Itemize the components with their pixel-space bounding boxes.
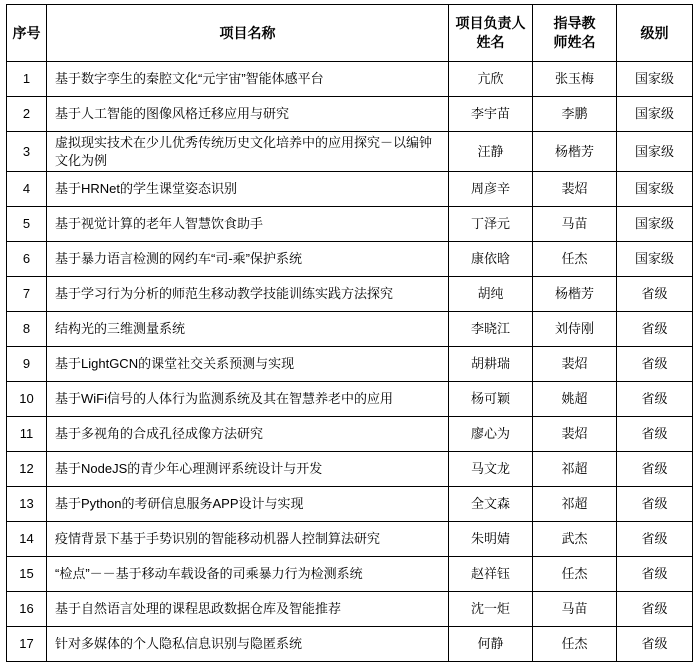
table-row bbox=[7, 132, 693, 172]
table-row bbox=[7, 557, 693, 592]
cell-project-name: 结构光的三维测量系统 bbox=[47, 312, 449, 347]
cell-project-name: 基于数字孪生的秦腔文化“元宇宙”智能体感平台 bbox=[47, 62, 449, 97]
cell-leader-name: 全文森 bbox=[449, 487, 533, 522]
cell-level: 国家级 bbox=[617, 172, 693, 207]
cell-leader-name: 廖心为 bbox=[449, 417, 533, 452]
table-row bbox=[7, 522, 693, 557]
cell-leader-name: 李晓江 bbox=[449, 312, 533, 347]
cell-level: 省级 bbox=[617, 592, 693, 627]
column-header-index: 序号 bbox=[7, 5, 47, 62]
cell-leader-name: 赵祥钰 bbox=[449, 557, 533, 592]
cell-mentor-name: 武杰 bbox=[533, 522, 617, 557]
cell-project-name: 基于HRNet的学生课堂姿态识别 bbox=[47, 172, 449, 207]
cell-mentor-name: 张玉梅 bbox=[533, 62, 617, 97]
cell-level: 省级 bbox=[617, 522, 693, 557]
cell-mentor-name: 刘侍刚 bbox=[533, 312, 617, 347]
cell-mentor-name: 任杰 bbox=[533, 242, 617, 277]
cell-leader-name: 汪静 bbox=[449, 132, 533, 172]
table-header-row bbox=[7, 5, 693, 62]
table-row bbox=[7, 62, 693, 97]
cell-mentor-name: 祁超 bbox=[533, 452, 617, 487]
cell-level: 国家级 bbox=[617, 132, 693, 172]
cell-index: 14 bbox=[7, 522, 47, 557]
cell-level: 省级 bbox=[617, 627, 693, 662]
cell-index: 17 bbox=[7, 627, 47, 662]
column-header-leader-line1: 项目负责人 bbox=[455, 15, 526, 32]
cell-level: 省级 bbox=[617, 347, 693, 382]
cell-level: 省级 bbox=[617, 452, 693, 487]
cell-project-name: 疫情背景下基于手势识别的智能移动机器人控制算法研究 bbox=[47, 522, 449, 557]
cell-index: 6 bbox=[7, 242, 47, 277]
cell-level: 国家级 bbox=[617, 97, 693, 132]
cell-level: 省级 bbox=[617, 487, 693, 522]
cell-mentor-name: 祁超 bbox=[533, 487, 617, 522]
cell-project-name: 基于暴力语言检测的网约车“司-乘”保护系统 bbox=[47, 242, 449, 277]
cell-level: 国家级 bbox=[617, 62, 693, 97]
cell-mentor-name: 裴炤 bbox=[533, 347, 617, 382]
cell-level: 省级 bbox=[617, 312, 693, 347]
cell-leader-name: 李宇苗 bbox=[449, 97, 533, 132]
cell-project-name: 基于自然语言处理的课程思政数据仓库及智能推荐 bbox=[47, 592, 449, 627]
cell-leader-name: 康依晗 bbox=[449, 242, 533, 277]
table-row bbox=[7, 242, 693, 277]
table-row bbox=[7, 97, 693, 132]
cell-project-name: 基于人工智能的图像风格迁移应用与研究 bbox=[47, 97, 449, 132]
cell-project-name: 基于学习行为分析的师范生移动教学技能训练实践方法探究 bbox=[47, 277, 449, 312]
cell-leader-name: 胡纯 bbox=[449, 277, 533, 312]
cell-level: 省级 bbox=[617, 382, 693, 417]
cell-mentor-name: 任杰 bbox=[533, 627, 617, 662]
table-row bbox=[7, 592, 693, 627]
cell-index: 15 bbox=[7, 557, 47, 592]
cell-level: 省级 bbox=[617, 417, 693, 452]
cell-mentor-name: 姚超 bbox=[533, 382, 617, 417]
cell-project-name: 基于LightGCN的课堂社交关系预测与实现 bbox=[47, 347, 449, 382]
cell-index: 11 bbox=[7, 417, 47, 452]
cell-project-name: 基于WiFi信号的人体行为监测系统及其在智慧养老中的应用 bbox=[47, 382, 449, 417]
table-row bbox=[7, 487, 693, 522]
cell-index: 7 bbox=[7, 277, 47, 312]
column-header-level: 级别 bbox=[617, 5, 693, 62]
cell-index: 2 bbox=[7, 97, 47, 132]
cell-level: 省级 bbox=[617, 557, 693, 592]
cell-mentor-name: 裴炤 bbox=[533, 172, 617, 207]
column-header-leader-line2: 姓名 bbox=[476, 34, 505, 50]
table-row bbox=[7, 627, 693, 662]
table-row bbox=[7, 382, 693, 417]
table-row bbox=[7, 312, 693, 347]
cell-level: 国家级 bbox=[617, 207, 693, 242]
cell-project-name: 基于多视角的合成孔径成像方法研究 bbox=[47, 417, 449, 452]
cell-leader-name: 朱明婧 bbox=[449, 522, 533, 557]
column-header-mentor-line2: 师姓名 bbox=[553, 34, 596, 50]
cell-index: 13 bbox=[7, 487, 47, 522]
table-row bbox=[7, 417, 693, 452]
cell-level: 省级 bbox=[617, 277, 693, 312]
cell-index: 16 bbox=[7, 592, 47, 627]
cell-index: 3 bbox=[7, 132, 47, 172]
cell-mentor-name: 李鹏 bbox=[533, 97, 617, 132]
cell-mentor-name: 任杰 bbox=[533, 557, 617, 592]
cell-level: 国家级 bbox=[617, 242, 693, 277]
cell-index: 9 bbox=[7, 347, 47, 382]
column-header-mentor-line1: 指导教 bbox=[553, 15, 596, 32]
cell-project-name: 基于NodeJS的青少年心理测评系统设计与开发 bbox=[47, 452, 449, 487]
table-row bbox=[7, 347, 693, 382]
table-row bbox=[7, 277, 693, 312]
cell-leader-name: 何静 bbox=[449, 627, 533, 662]
column-header-mentor bbox=[533, 5, 617, 62]
cell-index: 5 bbox=[7, 207, 47, 242]
cell-leader-name: 马文龙 bbox=[449, 452, 533, 487]
cell-index: 4 bbox=[7, 172, 47, 207]
cell-project-name: 基于视觉计算的老年人智慧饮食助手 bbox=[47, 207, 449, 242]
cell-mentor-name: 杨楷芳 bbox=[533, 132, 617, 172]
table-row bbox=[7, 172, 693, 207]
cell-index: 12 bbox=[7, 452, 47, 487]
cell-leader-name: 丁泽元 bbox=[449, 207, 533, 242]
table-header bbox=[7, 5, 693, 62]
column-header-leader bbox=[449, 5, 533, 62]
cell-project-name: 基于Python的考研信息服务APP设计与实现 bbox=[47, 487, 449, 522]
cell-mentor-name: 裴炤 bbox=[533, 417, 617, 452]
cell-project-name: “检点”－－基于移动车载设备的司乘暴力行为检测系统 bbox=[47, 557, 449, 592]
cell-leader-name: 杨可颖 bbox=[449, 382, 533, 417]
table-body bbox=[7, 62, 693, 662]
cell-project-name: 虚拟现实技术在少儿优秀传统历史文化培养中的应用探究－以编钟文化为例 bbox=[47, 132, 449, 172]
cell-leader-name: 周彦辛 bbox=[449, 172, 533, 207]
table-row bbox=[7, 452, 693, 487]
cell-mentor-name: 杨楷芳 bbox=[533, 277, 617, 312]
project-table bbox=[6, 4, 693, 662]
cell-index: 1 bbox=[7, 62, 47, 97]
cell-index: 10 bbox=[7, 382, 47, 417]
cell-leader-name: 亢欣 bbox=[449, 62, 533, 97]
cell-leader-name: 沈一炬 bbox=[449, 592, 533, 627]
table-row bbox=[7, 207, 693, 242]
column-header-name: 项目名称 bbox=[47, 5, 449, 62]
cell-mentor-name: 马苗 bbox=[533, 207, 617, 242]
cell-leader-name: 胡耕瑞 bbox=[449, 347, 533, 382]
cell-index: 8 bbox=[7, 312, 47, 347]
cell-project-name: 针对多媒体的个人隐私信息识别与隐匿系统 bbox=[47, 627, 449, 662]
cell-mentor-name: 马苗 bbox=[533, 592, 617, 627]
